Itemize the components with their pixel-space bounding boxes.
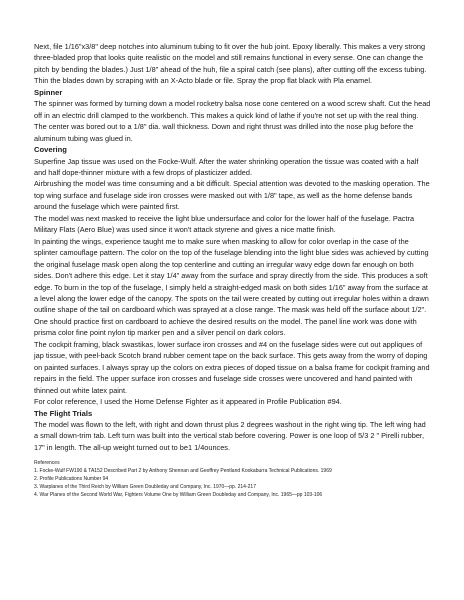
section-heading: The Flight Trials: [34, 408, 93, 418]
body-paragraph: For color reference, I used the Home Defense Fighter as it appeared in Profile Publication #94.: [34, 397, 342, 407]
body-paragraph: In painting the wings, experience taught me to make sure when masking to allow for color overlap in the case of the splinter camouflage pattern. The color on the top of the fuselage blending into the light blue sides was achieved by cutting the original fuselage mask open along the top centerline and cutting an irregular wavy edge down far enough on both sides. Don't adhere this edge. Let it stay 1/4" away from the surface and spray directly from the side. This produces a soft edge. To burn in the top of the fuselage, I simply held a straight-edged mask on both sides 1/16" away from the surface at a level along the lower edge of the canopy. The spots on the tail were created by cutting out irregular holes within a drawn outline shape of the tail on cardboard which was sprayed at a close range. The mask was held off the surface about 1/2". One should practice first on cardboard to achieve the desired results on the model. The panel line work was done with prisma color fine point nylon tip marker pen and a silver pencil on dark colors.: [34, 236, 429, 338]
section-heading: Covering: [34, 145, 67, 155]
reference-item: 3. Warplanes of the Third Reich by William Green Doubleday and Company, Inc. 1970—pp. 214-217: [34, 484, 256, 491]
reference-item: 1. Focke-Wulf FW190 & TA152 Described Part 2 by Anthony Shennan and Geoffrey Pentland Kookaburra Technical Publications. 1969: [34, 468, 332, 475]
body-paragraph: Airbrushing the model was time consuming and a bit difficult. Special attention was devoted to the masking operation. The top wing surface and fuselage side iron crosses were masked out with 1/8" tape, as well as the home defense bands around the fuselage which were painted first.: [34, 179, 430, 212]
reference-item: 4. War Planes of the Second World War, Fighters Volume One by William Green Doubleday and Company, Inc. 1965—pp 103-106: [34, 492, 323, 499]
references-section: [34, 459, 431, 499]
body-paragraph: The model was flown to the left, with right and down thrust plus 2 degrees washout in the right wing tip. The left wing had a small down-trim tab. Left turn was built into the vertical stab before covering. Power is one loop of 5/3 2 " Pirelli rubber, 17" in length. The all-up weight turned out to be1 1/4ounces.: [34, 419, 426, 452]
body-paragraph: The cockpit framing, black swastikas, lower surface iron crosses and #4 on the fuselage sides were cut out appliques of jap tissue, with peel-back Scotch brand rubber cement tape on the back surface. This gets away from the worry of doping on painted surfaces. I always spray up the colors on extra pieces of doped tissue on a balsa frame for cockpit framing and repairs in the field. The upper surface iron crosses and fuselage side crosses were uncovered and hand painted with thinned out white latex paint.: [34, 339, 430, 395]
body-paragraph: The model was next masked to receive the light blue undersurface and color for the lower half of the fuselage. Pactra Military Flats (Aero Blue) was used since it won't attack styrene and gives a nice matte finish.: [34, 213, 415, 235]
body-paragraph: Superfine Jap tissue was used on the Focke-Wulf. After the water shrinking operation the tissue was coated with a half and half dope-thinner mixture with a few drops of plasticizer added.: [34, 156, 419, 177]
section-heading: Spinner: [34, 87, 63, 97]
references-title: References: [34, 460, 60, 467]
article-body: [34, 41, 431, 453]
reference-item: 2. Profile Publications Number 94: [34, 476, 109, 483]
body-paragraph: Next, file 1/16"x3/8" deep notches into aluminum tubing to fit over the hub joint. Epoxy liberally. This makes a very strong three-bladed prop that looks quite realistic on the model and still remains functional in every sense. One can change the pitch by bending the blades.) Just 1/8" ahead of the huh, file a spiral catch (see plans), after cutting off the excess tubing. Thin the blades down by scraping with an X-Acto blade or file. Spray the prop flat black with Pla enamel.: [34, 42, 427, 86]
body-paragraph: The spinner was formed by turning down a model rocketry balsa nose cone centered on a wood screw shaft. Cut the head off in an electric drill clamped to the workbench. This makes a quick kind of lathe if you're not set up with the real thing. The center was bored out to a 1/8" dia. wall thickness. Down and right thrust was drilled into the nose plug before the aluminum tubing was glued in.: [34, 99, 431, 143]
